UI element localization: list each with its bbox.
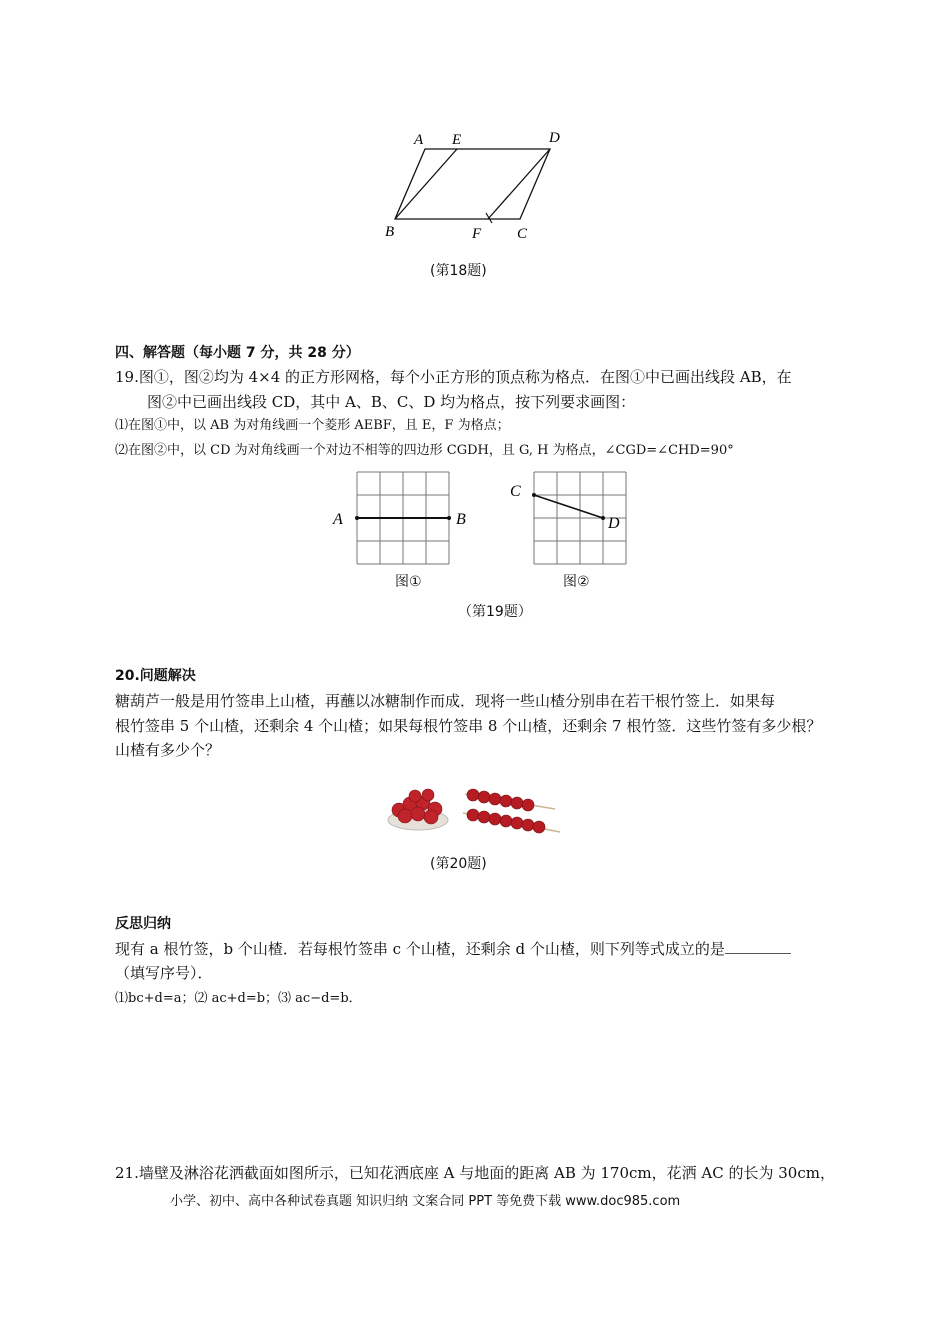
q19-part-2: ⑵在图②中，以 CD 为对角线画一个对边不相等的四边形 CGDH，且 G, H 为格点，∠CGD=∠CHD=90° <box>115 443 734 458</box>
reflect-title: 反思归纳 <box>115 916 171 932</box>
figure-19-caption: （第19题） <box>458 604 532 620</box>
reflect-line-3: ⑴bc+d=a；⑵ ac+d=b；⑶ ac−d=b． <box>115 991 362 1006</box>
point-label-b: B <box>385 224 395 240</box>
grid2-label-d: D <box>608 515 620 532</box>
q20-title: 20.问题解决 <box>115 668 196 684</box>
q19-line-1: 19.图①，图②均为 4×4 的正方形网格，每个小正方形的顶点称为格点．在图①中已画出线段 AB，在 <box>115 368 792 386</box>
figure-18-caption: (第18题) <box>430 263 487 279</box>
grid-figure-1 <box>325 468 475 568</box>
q20-line-2: 根竹签串 5 个山楂，还剩余 4 个山楂；如果每根竹签串 8 个山楂，还剩余 7 根竹签．这些竹签有多少根？ <box>115 717 822 735</box>
point-label-a: A <box>414 132 424 148</box>
answer-blank[interactable] <box>725 939 791 954</box>
grid-figure-2 <box>500 468 640 568</box>
point-label-e: E <box>452 132 462 148</box>
point-label-f: F <box>472 226 482 242</box>
figure-18-parallelogram <box>370 122 580 252</box>
grid1-label-a: A <box>333 511 343 528</box>
q20-line-3: 山楂有多少个？ <box>115 741 221 759</box>
reflect-line-1-text: 现有 a 根竹签，b 个山楂．若每根竹签串 c 个山楂，还剩余 d 个山楂，则下列等式成立的是 <box>115 940 725 958</box>
reflect-line-2: （填写序号）． <box>115 964 213 982</box>
grid1-label-b: B <box>456 511 466 528</box>
q21-line-1: 21.墙壁及淋浴花洒截面如图所示，已知花洒底座 A 与地面的距离 AB 为 170cm，花洒 AC 的长为 30cm， <box>115 1164 835 1182</box>
grid-figure-1-caption: 图① <box>395 574 422 590</box>
figure-20-caption: (第20题) <box>430 856 487 872</box>
point-label-d: D <box>549 130 560 146</box>
section-heading: 四、解答题（每小题 7 分，共 28 分） <box>115 345 360 361</box>
grid2-label-c: C <box>510 483 521 500</box>
q20-line-1: 糖葫芦一般是用竹签串上山楂，再蘸以冰糖制作而成．现将一些山楂分别串在若干根竹签上．如果每 <box>115 692 776 710</box>
reflect-line-1 <box>115 938 791 960</box>
hawthorn-illustration-icon <box>385 780 565 840</box>
point-label-c: C <box>517 226 528 242</box>
footer-text: 小学、初中、高中各种试卷真题 知识归纳 文案合同 PPT 等免费下载 www.doc985.com <box>170 1194 681 1209</box>
grid-figure-2-caption: 图② <box>563 574 590 590</box>
q19-part-1: ⑴在图①中，以 AB 为对角线画一个菱形 AEBF，且 E，F 为格点； <box>115 418 510 433</box>
q19-line-2: 图②中已画出线段 CD，其中 A、B、C、D 均为格点，按下列要求画图： <box>147 393 636 411</box>
